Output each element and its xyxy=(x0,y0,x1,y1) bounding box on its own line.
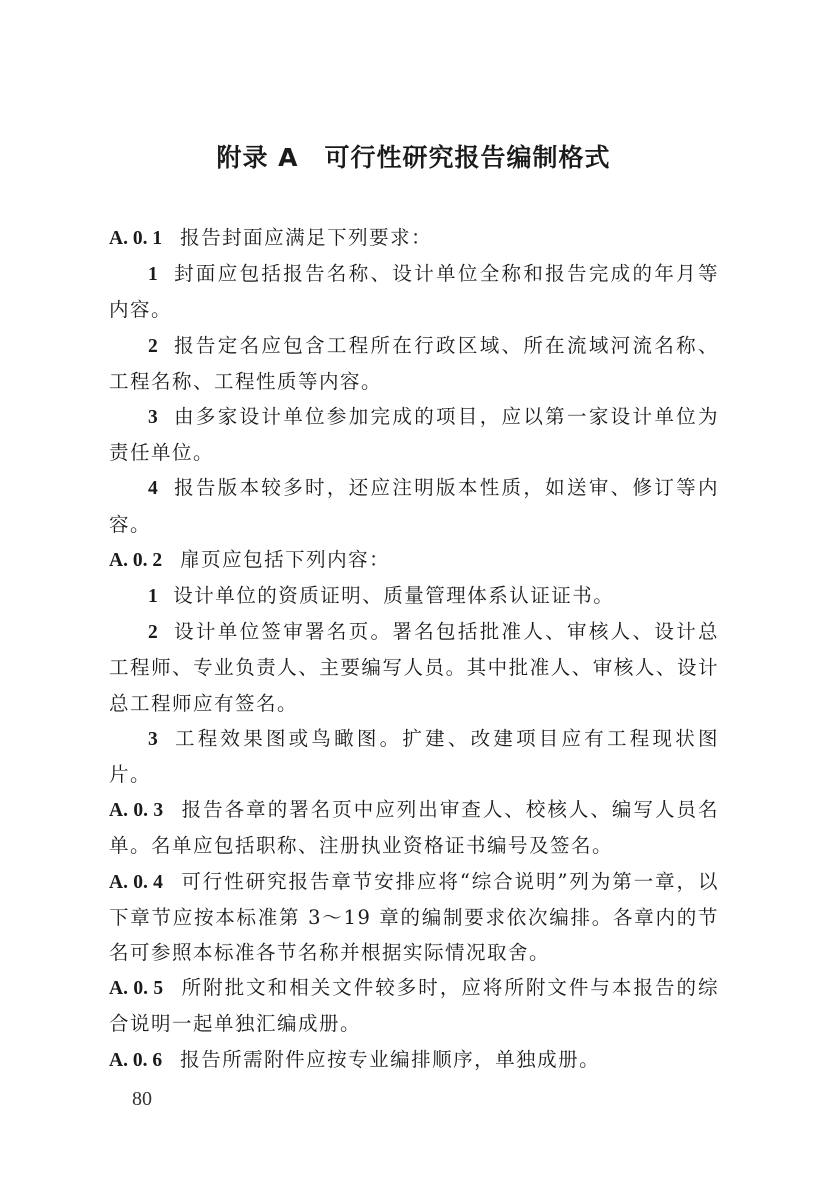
item-text: 报告版本较多时，还应注明版本性质，如送审、修订等内容。 xyxy=(109,476,719,536)
item-text: 设计单位签审署名页。署名包括批准人、审核人、设计总工程师、专业负责人、主要编写人员。其中批准人、审核人、设计总工程师应有签名。 xyxy=(109,620,719,715)
item-text: 封面应包括报告名称、设计单位全称和报告完成的年月等内容。 xyxy=(109,262,719,322)
clause-text: 所附批文和相关文件较多时，应将所附文件与本报告的综合说明一起单独汇编成册。 xyxy=(109,976,719,1036)
clause-a-0-1 xyxy=(109,220,719,256)
clause-number: A. 0. 6 xyxy=(109,1049,163,1071)
clause-item xyxy=(109,256,719,327)
clause-number: A. 0. 5 xyxy=(109,978,164,1000)
item-text: 报告定名应包含工程所在行政区域、所在流域河流名称、工程名称、工程性质等内容。 xyxy=(109,333,719,393)
clause-text: 扉页应包括下列内容： xyxy=(180,547,391,571)
appendix-title: 附录 A 可行性研究报告编制格式 xyxy=(216,143,611,172)
clause-a-0-2 xyxy=(109,542,719,578)
item-number: 4 xyxy=(148,478,160,500)
clause-number: A. 0. 3 xyxy=(109,800,164,822)
item-text: 由多家设计单位参加完成的项目，应以第一家设计单位为责任单位。 xyxy=(109,405,719,465)
clause-text: 报告封面应满足下列要求： xyxy=(180,226,433,249)
clause-number: A. 0. 2 xyxy=(109,549,163,571)
clause-number: A. 0. 4 xyxy=(109,871,163,893)
item-number: 1 xyxy=(148,586,160,608)
clause-item xyxy=(109,328,719,399)
item-text: 工程效果图或鸟瞰图。扩建、改建项目应有工程现状图片。 xyxy=(109,726,719,787)
item-number: 2 xyxy=(148,622,160,644)
clause-item xyxy=(109,470,719,541)
clause-item xyxy=(109,399,719,470)
item-number: 3 xyxy=(148,407,160,429)
clause-number: A. 0. 1 xyxy=(109,228,163,249)
item-number: 1 xyxy=(148,264,160,286)
clause-item xyxy=(109,721,719,792)
clause-text: 报告所需附件应按专业编排顺序，单独成册。 xyxy=(180,1047,601,1071)
clause-text: 报告各章的署名页中应列出审查人、校核人、编写人员名单。名单应包括职称、注册执业资格证书编号及签名。 xyxy=(109,798,719,858)
appendix-body xyxy=(109,220,719,1078)
clause-a-0-3 xyxy=(109,792,719,863)
clause-item xyxy=(109,578,719,614)
clause-a-0-5 xyxy=(109,970,719,1041)
item-number: 2 xyxy=(148,335,160,357)
clause-a-0-6 xyxy=(109,1042,719,1078)
clause-text: 可行性研究报告章节安排应将“综合说明”列为第一章，以下章节应按本标准第 3～19 章的编制要求依次编排。各章内的节名可参照本标准各节名称并根据实际情况取舍。 xyxy=(109,869,719,965)
clause-a-0-4 xyxy=(109,864,719,971)
page-number: 80 xyxy=(132,1088,152,1110)
item-text: 设计单位的资质证明、质量管理体系认证证书。 xyxy=(173,584,615,608)
clause-item xyxy=(109,614,719,721)
item-number: 3 xyxy=(148,728,160,750)
